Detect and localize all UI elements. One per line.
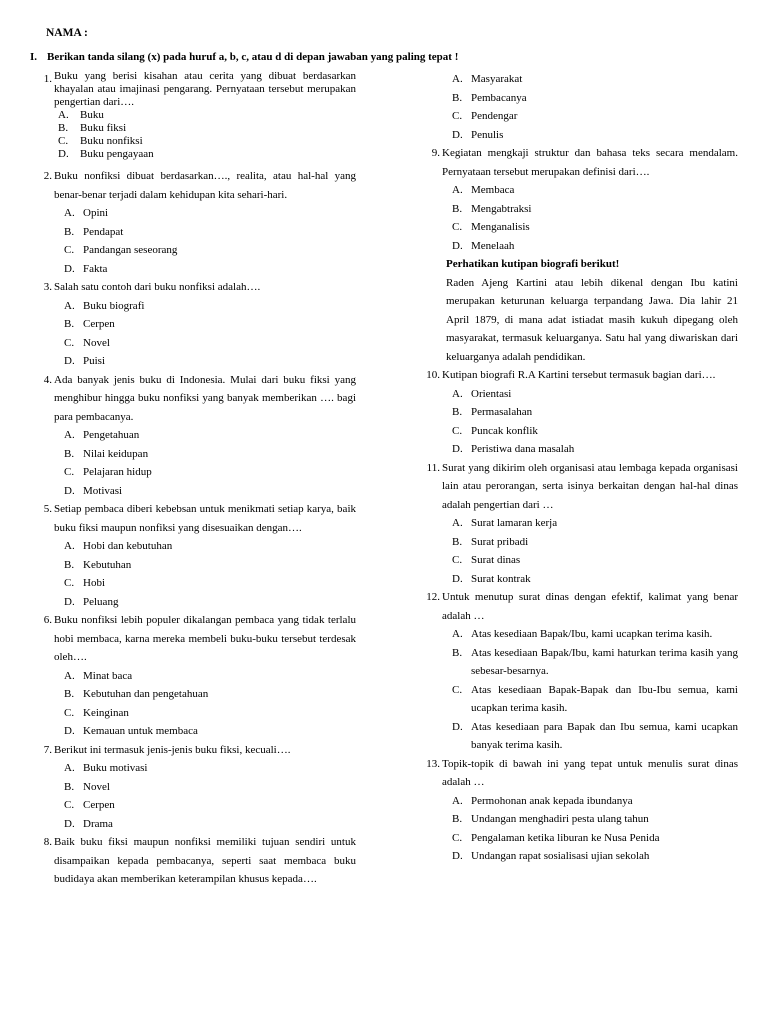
question-number: 4. bbox=[43, 373, 52, 386]
right-column bbox=[418, 70, 738, 866]
option-a[interactable]: A. Hobi dan kebutuhan bbox=[64, 540, 173, 552]
option-b[interactable]: B. Atas kesediaan Bapak/Ibu, kami haturkan terima kasih yang sebesar-besarnya. bbox=[452, 646, 738, 677]
section-number: I. bbox=[30, 51, 38, 63]
option-c[interactable]: C. Pendengar bbox=[452, 110, 518, 122]
question-number: 7. bbox=[43, 743, 52, 756]
question-text: Buku yang berisi kisahan atau cerita yang dibuat berdasarkan khayalan atau imajinasi pengarang. Pernyataan tersebut merupakan pengertian dari…. bbox=[54, 70, 356, 108]
question-8 bbox=[30, 833, 356, 889]
question-text: Topik-topik di bawah ini yang tepat untuk menulis surat dinas adalah … bbox=[442, 757, 738, 788]
option-a[interactable]: A. Surat lamaran kerja bbox=[452, 517, 558, 529]
question-number: 12. bbox=[426, 591, 440, 603]
question-text: Untuk menutup surat dinas dengan efektif, kalimat yang benar adalah … bbox=[442, 591, 738, 622]
option-d[interactable]: D. Drama bbox=[64, 817, 113, 830]
instruction-text: Berikan tanda silang (x) pada huruf a, b, c, atau d di depan jawaban yang paling tepat ! bbox=[47, 51, 459, 63]
question-text: Salah satu contoh dari buku nonfiksi adalah…. bbox=[54, 281, 261, 293]
option-c[interactable]: C. Pandangan seseorang bbox=[64, 244, 178, 256]
option-d[interactable]: D. Atas kesediaan para Bapak dan Ibu semua, kami ucapkan banyak terima kasih. bbox=[452, 720, 738, 751]
option-d[interactable]: D. Surat kontrak bbox=[452, 572, 531, 585]
option-b[interactable]: B. Pembacanya bbox=[452, 91, 527, 104]
question-number: 1. bbox=[43, 73, 52, 85]
question-number: 13. bbox=[426, 757, 440, 770]
question-text: Kutipan biografi R.A Kartini tersebut termasuk bagian dari…. bbox=[442, 369, 716, 381]
option-a[interactable]: A. Pengetahuan bbox=[64, 429, 140, 441]
option-c[interactable]: C. Novel bbox=[64, 336, 110, 349]
option-b[interactable]: B. Buku fiksi bbox=[58, 122, 127, 134]
question-text: Setiap pembaca diberi kebebsan untuk menikmati setiap karya, baik buku fiksi maupun nonfiksi yang disesuaikan dengan…. bbox=[54, 503, 356, 534]
question-text: Baik buku fiksi maupun nonfiksi memiliki tujuan sendiri untuk disampaikan kepada pembacanya, seperti saat membaca buku budidaya akan memberikan keterampilan khusus kepada…. bbox=[54, 836, 356, 885]
option-a[interactable]: A. Buku biografi bbox=[64, 299, 145, 312]
option-d[interactable]: D. Menelaah bbox=[452, 239, 515, 252]
option-b[interactable]: B. Pendapat bbox=[64, 225, 124, 238]
option-c[interactable]: C. Buku nonfiksi bbox=[58, 135, 143, 147]
option-d[interactable]: D. Peluang bbox=[64, 595, 119, 608]
question-text: Kegiatan mengkaji struktur dan bahasa teks secara mendalam. Pernyataan tersebut merupakan definisi dari…. bbox=[442, 147, 738, 178]
option-c[interactable]: C. Pelajaran hidup bbox=[64, 466, 152, 478]
question-6 bbox=[30, 611, 356, 741]
option-c[interactable]: C. Menganalisis bbox=[452, 221, 530, 233]
question-9 bbox=[418, 144, 738, 255]
option-d[interactable]: D. Penulis bbox=[452, 128, 504, 141]
option-b[interactable]: B. Surat pribadi bbox=[452, 535, 529, 548]
left-column bbox=[30, 70, 356, 889]
option-a[interactable]: A. Orientasi bbox=[452, 387, 512, 400]
question-number: 3. bbox=[43, 281, 52, 293]
question-text: Surat yang dikirim oleh organisasi atau lembaga kepada organisasi lain atau perorangan, serta isinya berkaitan dengan hal-hal dinas adalah pengertian dari … bbox=[442, 461, 738, 511]
option-c[interactable]: C. Cerpen bbox=[64, 799, 115, 811]
question-12 bbox=[418, 588, 738, 755]
passage-heading: Perhatikan kutipan biografi berikut! bbox=[446, 258, 620, 270]
option-d[interactable]: D. Kemauan untuk membaca bbox=[64, 725, 198, 737]
biography-passage bbox=[418, 255, 738, 366]
option-a[interactable]: A. Minat baca bbox=[64, 669, 133, 682]
question-text: Berikut ini termasuk jenis-jenis buku fiksi, kecuali…. bbox=[54, 743, 291, 756]
question-4 bbox=[30, 371, 356, 501]
option-d[interactable]: D. Peristiwa dana masalah bbox=[452, 443, 575, 455]
option-c[interactable]: C. Surat dinas bbox=[452, 554, 521, 566]
option-a[interactable]: A. Membaca bbox=[452, 184, 515, 196]
question-1 bbox=[30, 70, 356, 161]
question-text: Buku nonfiksi dibuat berdasarkan…., realita, atau hal-hal yang benar-benar terjadi dalam kehidupan kita sehari-hari. bbox=[54, 170, 356, 201]
section-instruction bbox=[30, 48, 458, 67]
option-d[interactable]: D. Motivasi bbox=[64, 484, 123, 497]
question-text: Buku nonfiksi lebih populer dikalangan pembaca yang tidak terlalu hobi membaca, karna mereka membeli buku-buku tersebut terdesak oleh…. bbox=[54, 614, 356, 663]
question-number: 11. bbox=[426, 461, 440, 474]
option-d[interactable]: D. Buku pengayaan bbox=[58, 148, 154, 160]
passage-body: Raden Ajeng Kartini atau lebih dikenal dengan Ibu katini merupakan keturunan keluarga terpandang Jawa. Dia lahir 21 April 1879, di mana adat istiadat masih kukuh dipegang oleh masyarakat, termasuk keluarganya. Satu hal yang diwariskan dari keluarganya adalah pendidikan. bbox=[446, 276, 738, 363]
question-5 bbox=[30, 500, 356, 611]
option-c[interactable]: C. Hobi bbox=[64, 577, 105, 589]
option-a[interactable]: A. Buku bbox=[58, 109, 104, 121]
option-c[interactable]: C. Keinginan bbox=[64, 706, 129, 719]
question-number: 8. bbox=[43, 836, 52, 848]
option-d[interactable]: D. Undangan rapat sosialisasi ujian sekolah bbox=[452, 850, 650, 862]
question-number: 9. bbox=[431, 147, 440, 159]
option-b[interactable]: B. Kebutuhan dan pengetahuan bbox=[64, 688, 209, 700]
question-10 bbox=[418, 366, 738, 459]
question-text: Ada banyak jenis buku di Indonesia. Mulai dari buku fiksi yang menghibur hingga buku nonfiksi yang banyak memberikan …. bagi para pembacanya. bbox=[54, 373, 356, 423]
option-b[interactable]: B. Cerpen bbox=[64, 318, 115, 330]
option-c[interactable]: C. Atas kesediaan Bapak-Bapak dan Ibu-Ibu semua, kami ucapkan terima kasih. bbox=[452, 683, 738, 714]
option-b[interactable]: B. Kebutuhan bbox=[64, 558, 132, 571]
option-d[interactable]: D. Puisi bbox=[64, 355, 106, 367]
question-7 bbox=[30, 741, 356, 834]
question-number: 6. bbox=[43, 614, 52, 626]
option-b[interactable]: B. Novel bbox=[64, 780, 110, 793]
option-b[interactable]: B. Nilai keidupan bbox=[64, 447, 149, 460]
name-label: NAMA : bbox=[46, 27, 88, 39]
question-11 bbox=[418, 459, 738, 589]
question-number: 5. bbox=[43, 503, 52, 515]
question-number: 10. bbox=[426, 369, 440, 381]
question-8-options bbox=[418, 70, 738, 144]
option-c[interactable]: C. Puncak konflik bbox=[452, 424, 538, 437]
option-a[interactable]: A. Opini bbox=[64, 207, 109, 219]
option-b[interactable]: B. Undangan menghadiri pesta ulang tahun bbox=[452, 813, 649, 825]
option-a[interactable]: A. Buku motivasi bbox=[64, 762, 148, 774]
option-c[interactable]: C. Pengalaman ketika liburan ke Nusa Penida bbox=[452, 831, 660, 844]
option-b[interactable]: B. Permasalahan bbox=[452, 406, 533, 418]
option-a[interactable]: A. Masyarakat bbox=[452, 73, 523, 85]
question-3 bbox=[30, 278, 356, 371]
option-d[interactable]: D. Fakta bbox=[64, 262, 108, 275]
question-13 bbox=[418, 755, 738, 866]
option-b[interactable]: B. Mengabtraksi bbox=[452, 202, 532, 215]
option-a[interactable]: A. Permohonan anak kepada ibundanya bbox=[452, 794, 633, 807]
question-number: 2. bbox=[43, 170, 52, 182]
question-2 bbox=[30, 167, 356, 278]
option-a[interactable]: A. Atas kesediaan Bapak/Ibu, kami ucapkan terima kasih. bbox=[452, 628, 713, 640]
